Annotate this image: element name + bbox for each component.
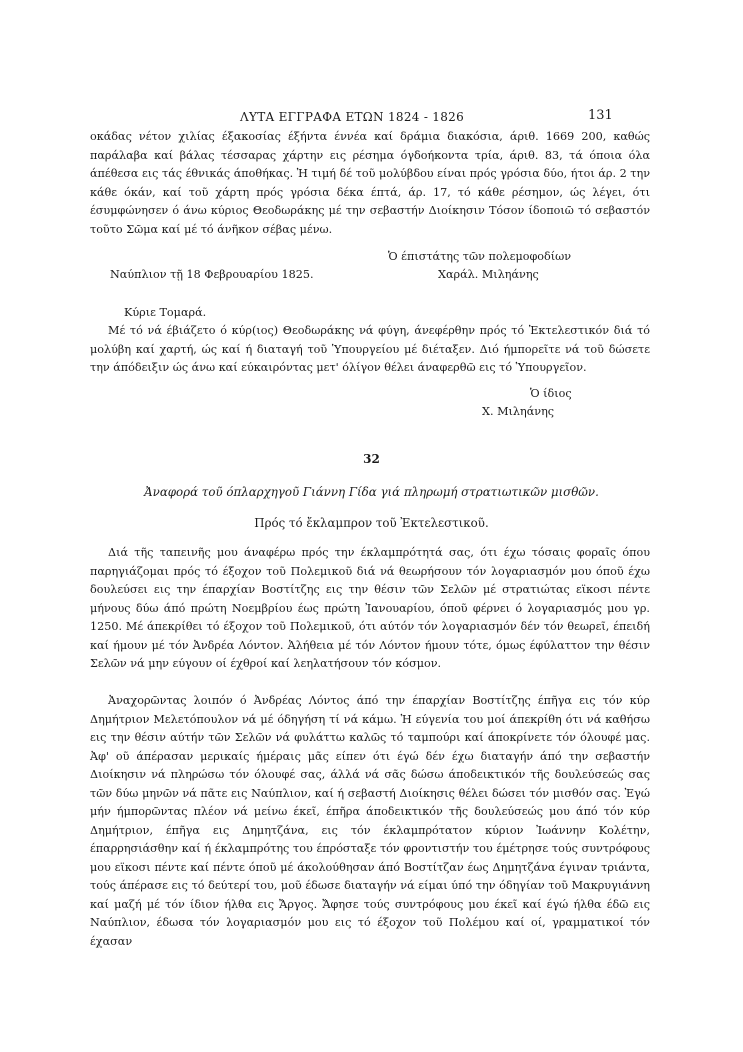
body-paragraph-2: Ἀναχορῶντας λοιπόν ό Ἀνδρέας Λόντος άπό την έπαρχίαν Βοστίτζης έπῆγα εις τόν κύρ Δημήτριον Μελετόπουλον νά μέ όδηγήση τί νά κάμω. Ἡ εύγενία του μοί άπεκρίθη ότι νά καθήσω εις την θέσιν αύτήν τῶν Σελῶν νά φυλάττω καλῶς τό ταμπούρι καί άποκρίνετε τόν όλουφέ μας. Ἀφ' οῦ άπέρασαν μερικαίς ήμέραις μᾶς είπεν ότι έγώ δέν έχω διαταγήν άπό την σεβαστήν Διοίκησιν νά πληρώσω τόν όλουφέ σας, άλλά νά σᾶς δώσω άποδεικτικόν τῆς δουλεύσεώς σας τῶν δύω μηνῶν νά πᾶτε εις Ναύπλιον, καί ή σεβαστή Διοίκησις θέλει δώσει τόν μισθόν σας. Ἐγώ μήν ήμπορῶντας πλέον νά μείνω έκεῖ, έπῆρα άποδεικτικόν τῆς δουλεύσεώς μου άπό τόν κύρ Δημήτριον, έπῆγα εις Δημητζάνα, εις τόν έκλαμπρότατον κύριον Ἰωάννην Κολέτην, έπαρρησιάσθην καί ή έκλαμπρότης του έπρόσταξε τόν φροντιστήν του έμέτρησε τούς συντρόφους μου εϊκοσι πέντε καί πέντε όποῦ μέ άκολούθησαν άπό Βοστίτζαν έως Δημητζάνα έγιναν τριάντα, τούς άπέρασε εις τό δεύτερί του, μοῦ έδωσε διαταγήν νά είμαι ύπό την όδηγίαν τοῦ Μακρυγιάννη καί μαζή μέ τόν ίδιον ήλθα εις Ἄργος. Ἄφησε τούς συντρόφους μου έκεῖ καί έγώ ήλθα έδῶ εις Ναύπλιον, έδωσα τόν λογαριασμόν μου εις τό έξοχον τοῦ Πολέμου καί οί, γραμματικοί τόν έχασαν [90,694,650,948]
letter-closing-name: Χ. Μιληάνης [482,405,555,418]
running-title: ΛΥΤΑ ΕΓΓΡΑΦΑ ΕΤΩΝ 1824 - 1826 [240,110,465,124]
page-number: 131 [588,108,613,123]
document-title: Ἀναφορά τοῦ όπλαρχηγοῦ Γιάννη Γίδα γιά πληρωμή στρατιωτικῶν μισθῶν. [144,485,599,499]
document-number: 32 [363,452,380,466]
continuation-paragraph: οκάδας νέτον χιλίας έξακοσίας έξήντα έννέα καί δράμια διακόσια, άριθ. 1669 200, καθώς παράλαβα καί βάλας τέσσαρας χάρτην εις ρέσημα όγδοήκοντα τρία, άριθ. 83, τά όποια όλα άπέθεσα εις τάς έθνικάς άποθήκας. Ἡ τιμή δέ τοῦ μολύβδου είναι πρός γρόσια δύο, ήτοι άρ. 2 την κάθε όκάν, καί τοῦ χάρτη πρός γρόσια δέκα έπτά, άρ. 17, τό κάθε ρέσημον, ώς λέγει, ότι έσυμφώνησεν ό άνω κύριος Θεοδωράκης μέ την σεβαστήν Διοίκησιν Τόσον ίδοποιῶ τό σεβαστόν τοῦτο Σῶμα καί μέ τό άνῆκον σέβας μένω. [90,130,650,236]
body-paragraph-1: Διά τῆς ταπεινῆς μου άναφέρω πρός την έκλαμπρότητά σας, ότι έχω τόσαις φοραῖς όπου παρηγιάζομαι πρός τό έξοχον τοῦ Πολεμικοῦ διά νά θεωρήσουν τόν λογαριασμόν μου όποῦ έχω δουλεύσει εις την έπαρχίαν Βοστίτζης εις την θέσιν τῶν Σελῶν μέ στρατιώτας εϊκοσι πέντε μήνους δύω άπό πρώτη Νοεμβρίου έως πρώτη Ἰανουαρίου, όποῦ φέρνει ό λογαριασμός μου γρ. 1250. Μέ άπεκρίθει τό έξοχον τοῦ Πολεμικοῦ, ότι αύτόν τόν λογαριασμόν δέν τόν θεωρεῖ, έπειδή καί ήμουν μέ τόν Ἀνδρέα Λόντον. Ἀλήθεια μέ τόν Λόντον ήμουν τότε, όμως έφύλαττον την θέσιν Σελῶν νά μην εύγουν οί έχθροί καί λεηλατήσουν τόν κόσμον. [90,546,650,670]
document-addressee: Πρός τό ἔκλαμπρον τοῦ Ἐκτελεστικοῦ. [254,516,489,530]
signature-role: Ὁ έπιστάτης τῶν πολεμοφοδίων [388,250,572,263]
letter-body: Μέ τό νά έβιάζετο ό κύρ(ιος) Θεοδωράκης νά φύγη, άνεφέρθην πρός τό Ἐκτελεστικόν διά τό μολύβη καί χαρτή, ώς καί ή διαταγή τοῦ Ὑπουργείου μέ διέταξεν. Διό ήμπορεῖτε νά τοῦ δώσετε την άπόδειξιν ώς άνω καί εύκαιρόντας μετ' όλίγον θέλει άναφερθῶ εις τό Ὑπουργεῖον. [90,324,650,374]
signature-name: Χαράλ. Μιληάνης [438,268,539,281]
place-date: Ναύπλιον τῇ 18 Φεβρουαρίου 1825. [110,268,314,281]
letter-salutation: Κύριε Τομαρά. [124,306,207,319]
letter-closing-role: Ὁ ίδιος [530,387,572,400]
